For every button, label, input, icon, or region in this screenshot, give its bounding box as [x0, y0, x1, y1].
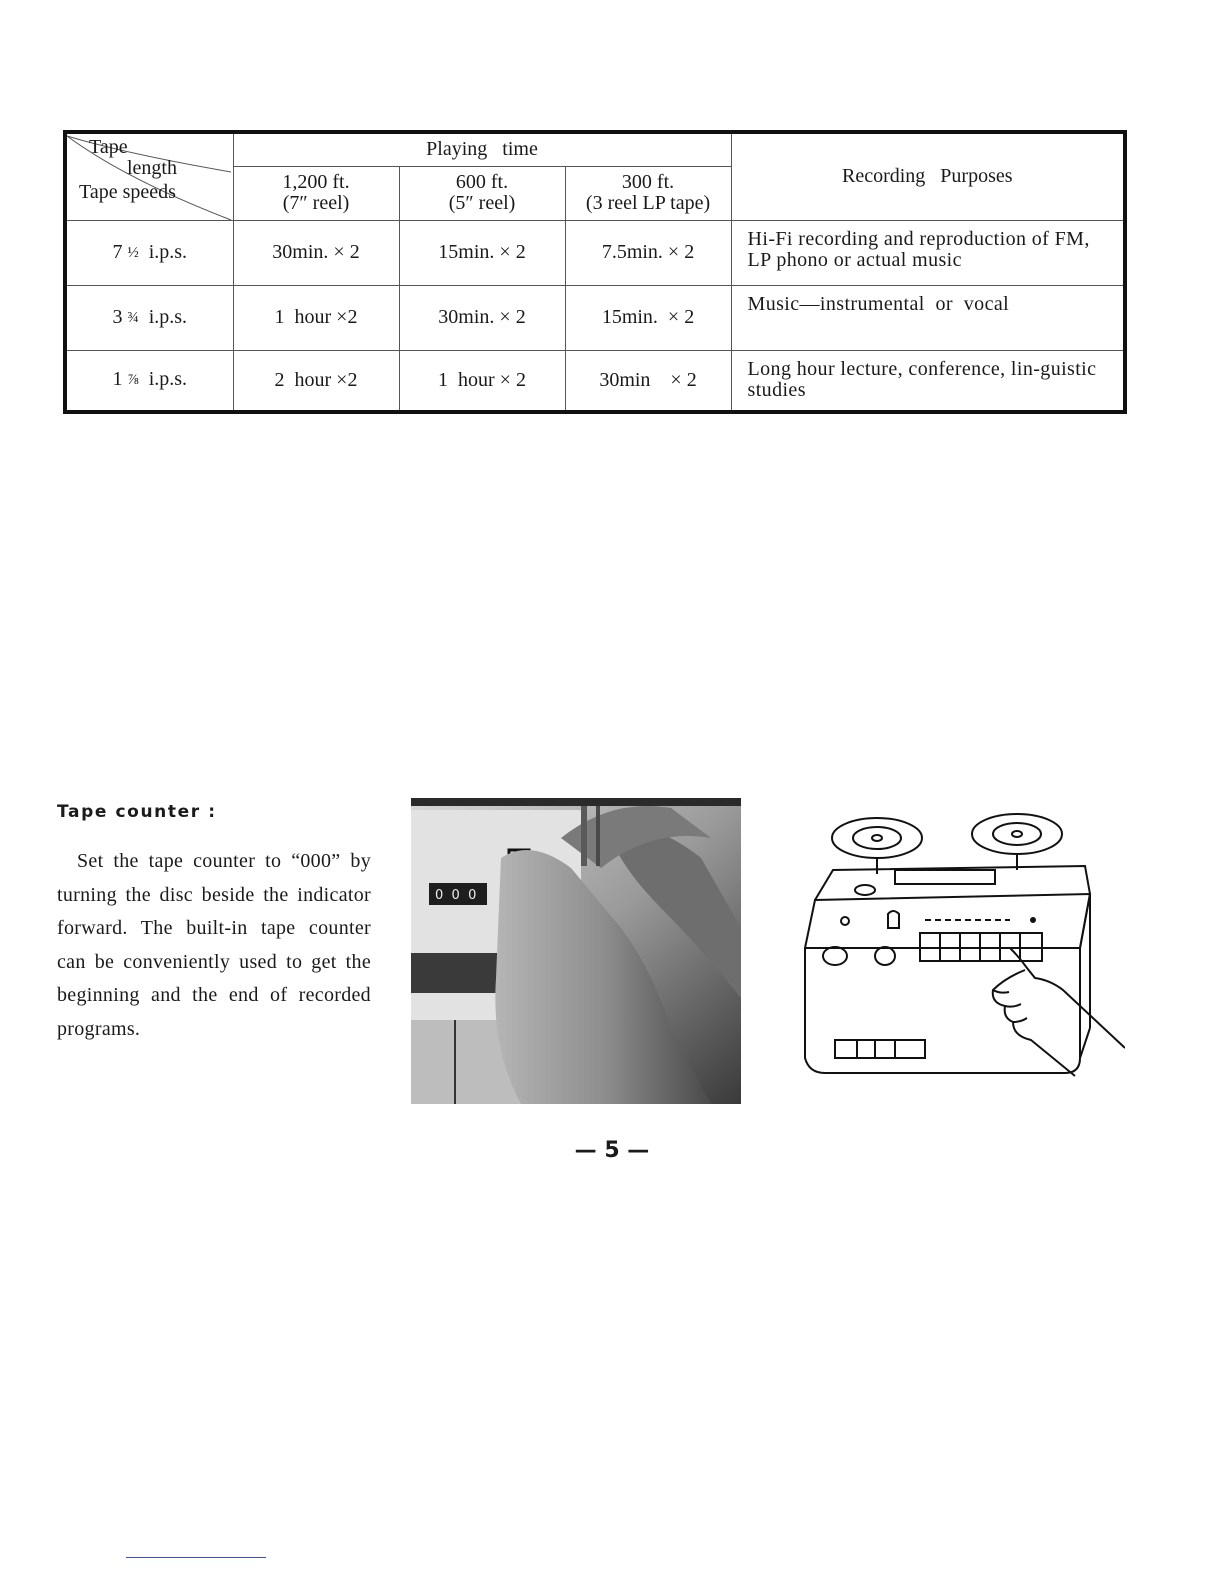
tape-counter-body: Set the tape counter to “000” by turning the disc beside the indicator forward. The built-in tape counter can be conveniently used to get the beginning and the end of recorded programs. — [57, 850, 371, 1040]
time-cell: 1 hour × 2 — [399, 350, 565, 412]
speed-cell — [65, 285, 233, 350]
length-reel: (5″ reel) — [448, 192, 516, 214]
tape-counter-paragraph — [57, 845, 371, 1047]
table-row — [65, 220, 1125, 285]
footer-rule — [126, 1557, 266, 1558]
table-row — [65, 350, 1125, 412]
playing-time-header: Playing time — [233, 132, 731, 166]
time-cell: 30min. × 2 — [399, 285, 565, 350]
time-cell: 30min. × 2 — [233, 220, 399, 285]
time-cell: 15min. × 2 — [399, 220, 565, 285]
purpose-cell: Long hour lecture, conference, lin-guistic studies — [731, 350, 1125, 412]
speed-cell — [65, 220, 233, 285]
length-reel: (7″ reel) — [282, 192, 350, 214]
time-cell: 2 hour ×2 — [233, 350, 399, 412]
speed-fraction: ⅞ — [127, 372, 139, 389]
speed-cell — [65, 350, 233, 412]
corner-speeds-label: Tape speeds — [79, 181, 176, 203]
length-header-cell — [399, 166, 565, 220]
length-size: 1,200 ft. — [282, 171, 350, 193]
corner-length-label: length — [127, 157, 177, 179]
counter-digits: 0 0 0 — [435, 888, 477, 903]
speed-fraction: ½ — [127, 244, 139, 261]
purpose-cell: Music—instrumental or vocal — [731, 285, 1125, 350]
length-header-cell — [565, 166, 731, 220]
length-size: 300 ft. — [621, 171, 675, 193]
time-cell: 30min × 2 — [565, 350, 731, 412]
length-size: 600 ft. — [455, 171, 509, 193]
speed-whole: 1 — [112, 368, 123, 391]
speed-unit: i.p.s. — [148, 240, 188, 263]
time-cell: 15min. × 2 — [565, 285, 731, 350]
length-header-cell — [233, 166, 399, 220]
speed-whole: 3 — [112, 305, 123, 328]
speed-whole: 7 — [112, 240, 123, 263]
length-reel: (3 reel LP tape) — [585, 192, 711, 214]
time-cell: 1 hour ×2 — [233, 285, 399, 350]
corner-header-cell — [65, 132, 233, 220]
tape-recorder-drawing — [795, 808, 1125, 1088]
tape-speed-table — [63, 130, 1123, 696]
table-row — [65, 285, 1125, 350]
hand-setting-counter-photo — [411, 798, 741, 1104]
recording-purposes-header: Recording Purposes — [731, 132, 1125, 220]
tape-counter-heading: Tape counter : — [57, 802, 217, 822]
speed-fraction: ¾ — [127, 309, 139, 326]
corner-tape-label: Tape — [89, 136, 128, 158]
speed-unit: i.p.s. — [148, 305, 188, 328]
speed-unit: i.p.s. — [148, 368, 188, 391]
purpose-cell: Hi-Fi recording and reproduction of FM, LP phono or actual music — [731, 220, 1125, 285]
page-number: — 5 — — [574, 1138, 650, 1163]
time-cell: 7.5min. × 2 — [565, 220, 731, 285]
